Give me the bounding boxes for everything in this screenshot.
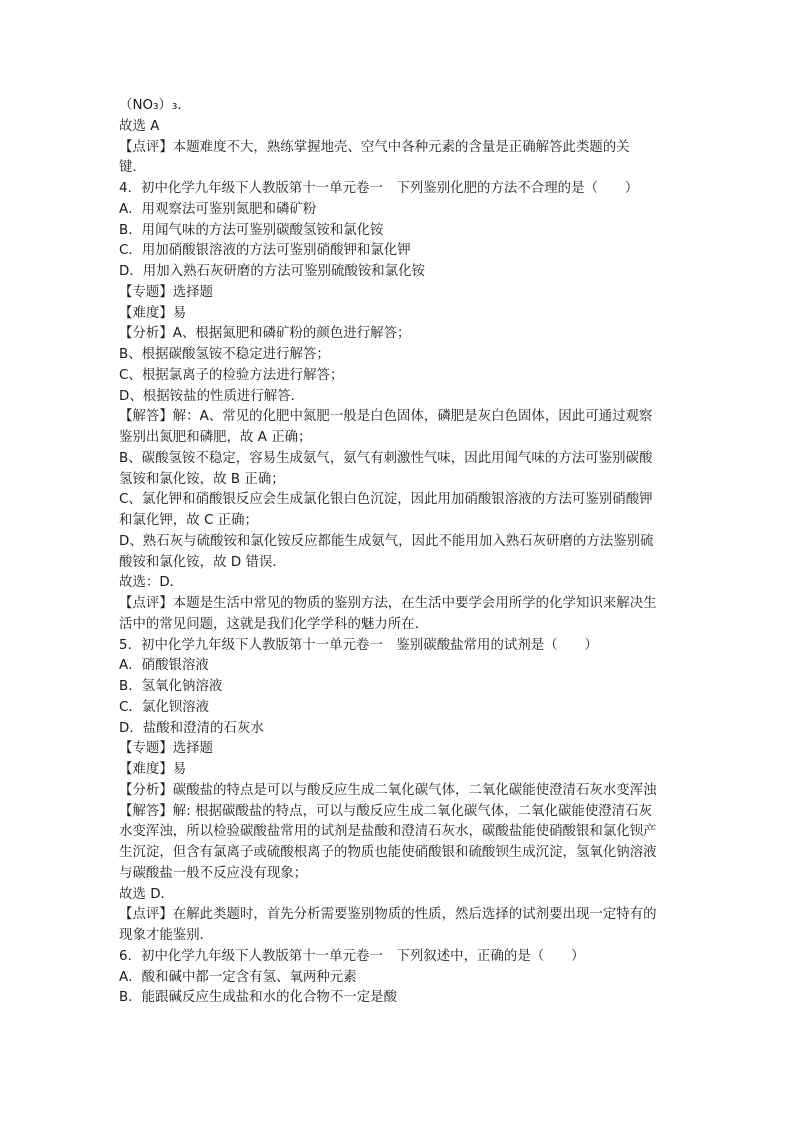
text-line: 鉴别出氮肥和磷肥，故 A 正确；	[119, 430, 312, 445]
text-line: 【分析】碳酸盐的特点是可以与酸反应生成二氧化碳气体，二氧化碳能使澄清石灰水变浑浊	[119, 782, 657, 798]
text-line: 【分析】A、根据氮肥和磷矿粉的颜色进行解答；	[119, 326, 411, 342]
text-line: （NO₃）₃．	[119, 98, 191, 113]
text-line: 【解答】解: 根据碳酸盐的特点，可以与酸反应生成二氧化碳气体，二氧化碳能使澄清石灰	[119, 803, 653, 819]
text-line: 6．初中化学九年级下人教版第十一单元卷一 下列叙述中，正确的是（ ）	[119, 948, 585, 964]
text-line: 5．初中化学九年级下人教版第十一单元卷一 鉴别碳酸盐常用的试剂是（ ）	[119, 637, 598, 653]
text-line: D．用加入熟石灰研磨的方法可鉴别硫酸铵和氯化铵	[119, 264, 426, 279]
text-line: 【难度】易	[119, 305, 187, 321]
text-line: D、熟石灰与硫酸铵和氯化铵反应都能生成氨气，因此不能用加入熟石灰研磨的方法鉴别硫	[119, 533, 654, 549]
text-line: 【解答】解：A、常见的化肥中氮肥一般是白色固体，磷肥是灰白色固体，因此可通过观察	[119, 409, 653, 425]
text-line: 活中的常见问题，这就是我们化学学科的魅力所在．	[119, 616, 429, 632]
text-line: 故选 A	[119, 118, 160, 134]
text-line: B、根据碳酸氢铵不稳定进行解答；	[119, 347, 330, 362]
text-line: D．盐酸和澄清的石灰水	[119, 720, 264, 736]
text-line: 与碳酸盐一般不反应没有现象；	[119, 865, 308, 881]
text-line: A．酸和碱中都一定含有氢、氧两种元素	[119, 969, 357, 985]
text-line: 4．初中化学九年级下人教版第十一单元卷一 下列鉴别化肥的方法不合理的是（ ）	[119, 181, 639, 196]
text-line: 酸铵和氯化铵，故 D 错误．	[119, 554, 286, 570]
text-line: 故选 D．	[119, 886, 174, 902]
text-line: 【难度】易	[119, 762, 187, 777]
document-text	[119, 96, 679, 1009]
text-line: 【专题】选择题	[119, 284, 214, 300]
text-line: 水变浑浊，所以检验碳酸盐常用的试剂是盐酸和澄清石灰水，碳酸盐能使硝酸银和氯化钡产	[119, 824, 657, 840]
text-line: 【专题】选择题	[119, 741, 214, 757]
text-line: C、氯化钾和硝酸银反应会生成氯化银白色沉淀，因此用加硝酸银溶液的方法可鉴别硝酸钾	[119, 492, 653, 508]
text-line: C．用加硝酸银溶液的方法可鉴别硝酸钾和氯化钾	[119, 243, 411, 259]
text-line: B．氢氧化钠溶液	[119, 679, 223, 694]
text-line: D、根据铵盐的性质进行解答．	[119, 388, 305, 404]
text-line: A．硝酸银溶液	[119, 658, 209, 674]
text-line: 故选：D．	[119, 575, 184, 591]
text-line: B．能跟碱反应生成盐和水的化合物不一定是酸	[119, 990, 398, 1006]
text-line: 现象才能鉴别．	[119, 928, 214, 943]
text-line: 【点评】本题是生活中常见的物质的鉴别方法，在生活中要学会用所学的化学知识来解决生	[119, 596, 657, 611]
text-line: 和氯化钾，故 C 正确；	[119, 513, 258, 528]
text-line: C．氯化钡溶液	[119, 699, 210, 715]
text-line: B、碳酸氢铵不稳定，容易生成氨气，氨气有刺激性气味，因此用闻气味的方法可鉴别碳酸	[119, 450, 653, 466]
text-line: 【点评】在解此类题时，首先分析需要鉴别物质的性质，然后选择的试剂要出现一定特有的	[119, 907, 657, 923]
text-line: B．用闻气味的方法可鉴别碳酸氢铵和氯化铵	[119, 222, 384, 238]
text-line: 【点评】本题难度不大，熟练掌握地壳、空气中各种元素的含量是正确解答此类题的关	[119, 139, 630, 155]
text-line: 生沉淀，但含有氯离子或硫酸根离子的物质也能使硝酸银和硫酸钡生成沉淀，氢氧化钠溶液	[119, 845, 657, 860]
text-line: 氢铵和氯化铵，故 B 正确；	[119, 471, 285, 487]
text-line: 键．	[119, 160, 146, 176]
text-line: A．用观察法可鉴别氮肥和磷矿粉	[119, 201, 317, 217]
text-line: C、根据氯离子的检验方法进行解答；	[119, 367, 344, 383]
